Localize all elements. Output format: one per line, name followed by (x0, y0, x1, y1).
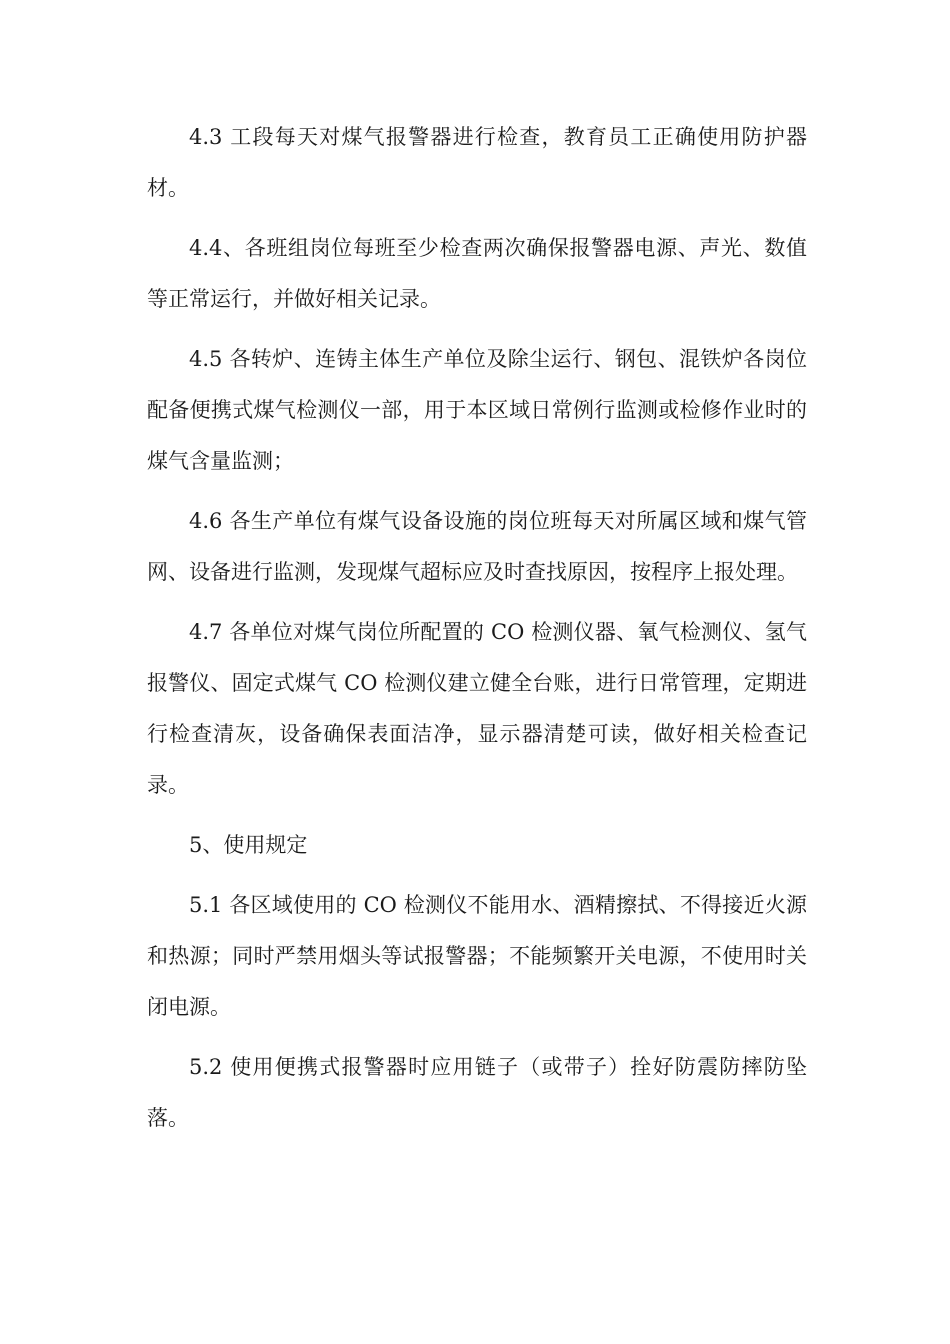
paragraph-4-3: 4.3 工段每天对煤气报警器进行检查，教育员工正确使用防护器材。 (147, 125, 807, 200)
paragraph-5-2: 5.2 使用便携式报警器时应用链子（或带子）拴好防震防摔防坠落。 (147, 1055, 807, 1130)
paragraph-4-7: 4.7 各单位对煤气岗位所配置的 CO 检测仪器、氧气检测仪、氢气报警仪、固定式煤气 CO 检测仪建立健全台账，进行日常管理，定期进行检查清灰，设备确保表面洁净，显示器清楚可读，做好相关检查记录。 (147, 620, 807, 797)
paragraph-4-4: 4.4、各班组岗位每班至少检查两次确保报警器电源、声光、数值等正常运行，并做好相关记录。 (147, 236, 807, 311)
paragraph-4-5: 4.5 各转炉、连铸主体生产单位及除尘运行、钢包、混铁炉各岗位配备便携式煤气检测仪一部，用于本区域日常例行监测或检修作业时的煤气含量监测； (147, 347, 807, 473)
document-body (147, 112, 807, 1153)
paragraph-5-1: 5.1 各区域使用的 CO 检测仪不能用水、酒精擦拭、不得接近火源和热源；同时严禁用烟头等试报警器；不能频繁开关电源，不使用时关闭电源。 (147, 893, 807, 1019)
section-heading-5: 5、使用规定 (189, 833, 308, 857)
paragraph-4-6: 4.6 各生产单位有煤气设备设施的岗位班每天对所属区域和煤气管网、设备进行监测，发现煤气超标应及时查找原因，按程序上报处理。 (147, 509, 807, 584)
